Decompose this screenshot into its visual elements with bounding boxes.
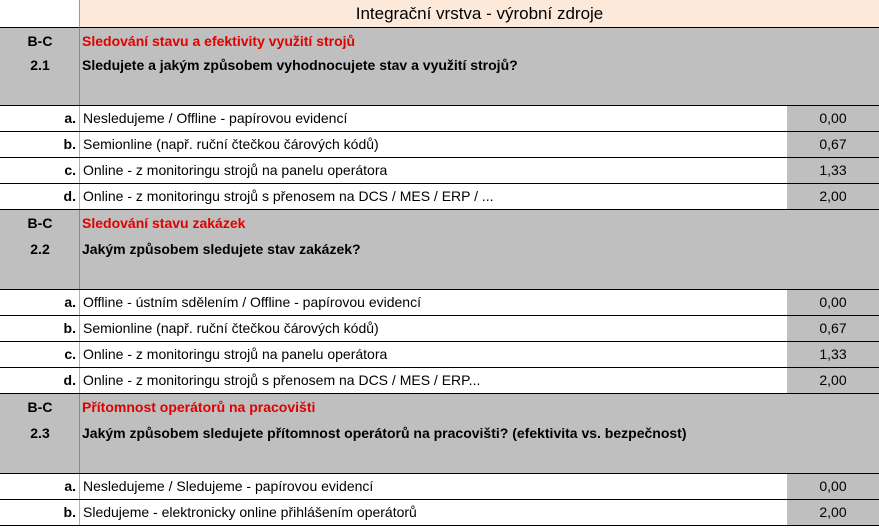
title-row — [0, 0, 879, 28]
answer-text[interactable]: Online - z monitoringu strojů s přenosem na DCS / MES / ERP / ... — [83, 188, 494, 204]
question-text[interactable]: Sledujete a jakým způsobem vyhodnocujete stav a využití strojů? — [82, 57, 518, 73]
question-text[interactable]: Jakým způsobem sledujete přítomnost operátorů na pracovišti? (efektivita vs. bezpečnost) — [82, 425, 687, 441]
answer-score[interactable]: 1,33 — [787, 342, 879, 367]
answer-row — [0, 290, 879, 316]
answer-letter[interactable]: b. — [0, 316, 80, 341]
answer-row — [0, 500, 879, 526]
answer-score[interactable]: 2,00 — [787, 368, 879, 393]
answer-score[interactable]: 0,67 — [787, 316, 879, 341]
question-block-2-3 — [0, 394, 879, 474]
answer-text[interactable]: Semionline (např. ruční čtečkou čárových kódů) — [83, 320, 379, 336]
question-number[interactable]: 2.1 — [30, 57, 50, 73]
question-number[interactable]: 2.3 — [30, 425, 50, 441]
section-heading[interactable]: Sledování stavu zakázek — [82, 215, 246, 231]
answer-text[interactable]: Nesledujeme / Offline - papírovou evidencí — [83, 110, 348, 126]
answer-letter[interactable]: c. — [0, 342, 80, 367]
answer-score[interactable]: 2,00 — [787, 184, 879, 209]
answer-text[interactable]: Online - z monitoringu strojů na panelu operátora — [83, 346, 388, 362]
answer-letter[interactable]: a. — [0, 290, 80, 315]
answer-letter[interactable]: a. — [0, 474, 80, 499]
question-number[interactable]: 2.2 — [30, 241, 50, 257]
answer-score[interactable]: 2,00 — [787, 500, 879, 525]
answer-letter[interactable]: d. — [0, 368, 80, 393]
page-title[interactable]: Integrační vrstva - výrobní zdroje — [80, 0, 879, 28]
answer-row — [0, 106, 879, 132]
answer-row — [0, 184, 879, 210]
section-heading[interactable]: Sledování stavu a efektivity využití strojů — [82, 33, 356, 49]
answer-text[interactable]: Semionline (např. ruční čtečkou čárových kódů) — [83, 136, 379, 152]
answer-letter[interactable]: d. — [0, 184, 80, 209]
section-code[interactable]: B-C — [27, 33, 53, 49]
title-corner-cell[interactable] — [0, 0, 80, 28]
answer-row — [0, 474, 879, 500]
answer-row — [0, 132, 879, 158]
answer-score[interactable]: 0,00 — [787, 290, 879, 315]
question-block-2-2 — [0, 210, 879, 290]
answer-text[interactable]: Sledujeme - elektronicky online přihlášením operátorů — [83, 504, 417, 520]
section-code[interactable]: B-C — [27, 399, 53, 415]
answer-row — [0, 316, 879, 342]
answer-text[interactable]: Online - z monitoringu strojů s přenosem na DCS / MES / ERP... — [83, 372, 481, 388]
answer-score[interactable]: 0,67 — [787, 132, 879, 157]
answer-text[interactable]: Nesledujeme / Sledujeme - papírovou evidencí — [83, 478, 374, 494]
answer-row — [0, 342, 879, 368]
answer-text[interactable]: Online - z monitoringu strojů na panelu operátora — [83, 162, 388, 178]
answer-row — [0, 158, 879, 184]
section-heading[interactable]: Přítomnost operátorů na pracovišti — [82, 399, 316, 415]
answer-row — [0, 368, 879, 394]
answer-letter[interactable]: c. — [0, 158, 80, 183]
answer-letter[interactable]: a. — [0, 106, 80, 131]
answer-score[interactable]: 0,00 — [787, 474, 879, 499]
section-code[interactable]: B-C — [27, 215, 53, 231]
answer-letter[interactable]: b. — [0, 132, 80, 157]
answer-score[interactable]: 0,00 — [787, 106, 879, 131]
answer-text[interactable]: Offline - ústním sdělením / Offline - papírovou evidencí — [83, 294, 421, 310]
question-text[interactable]: Jakým způsobem sledujete stav zakázek? — [82, 241, 361, 257]
answer-score[interactable]: 1,33 — [787, 158, 879, 183]
answer-letter[interactable]: b. — [0, 500, 80, 525]
question-block-2-1 — [0, 28, 879, 106]
